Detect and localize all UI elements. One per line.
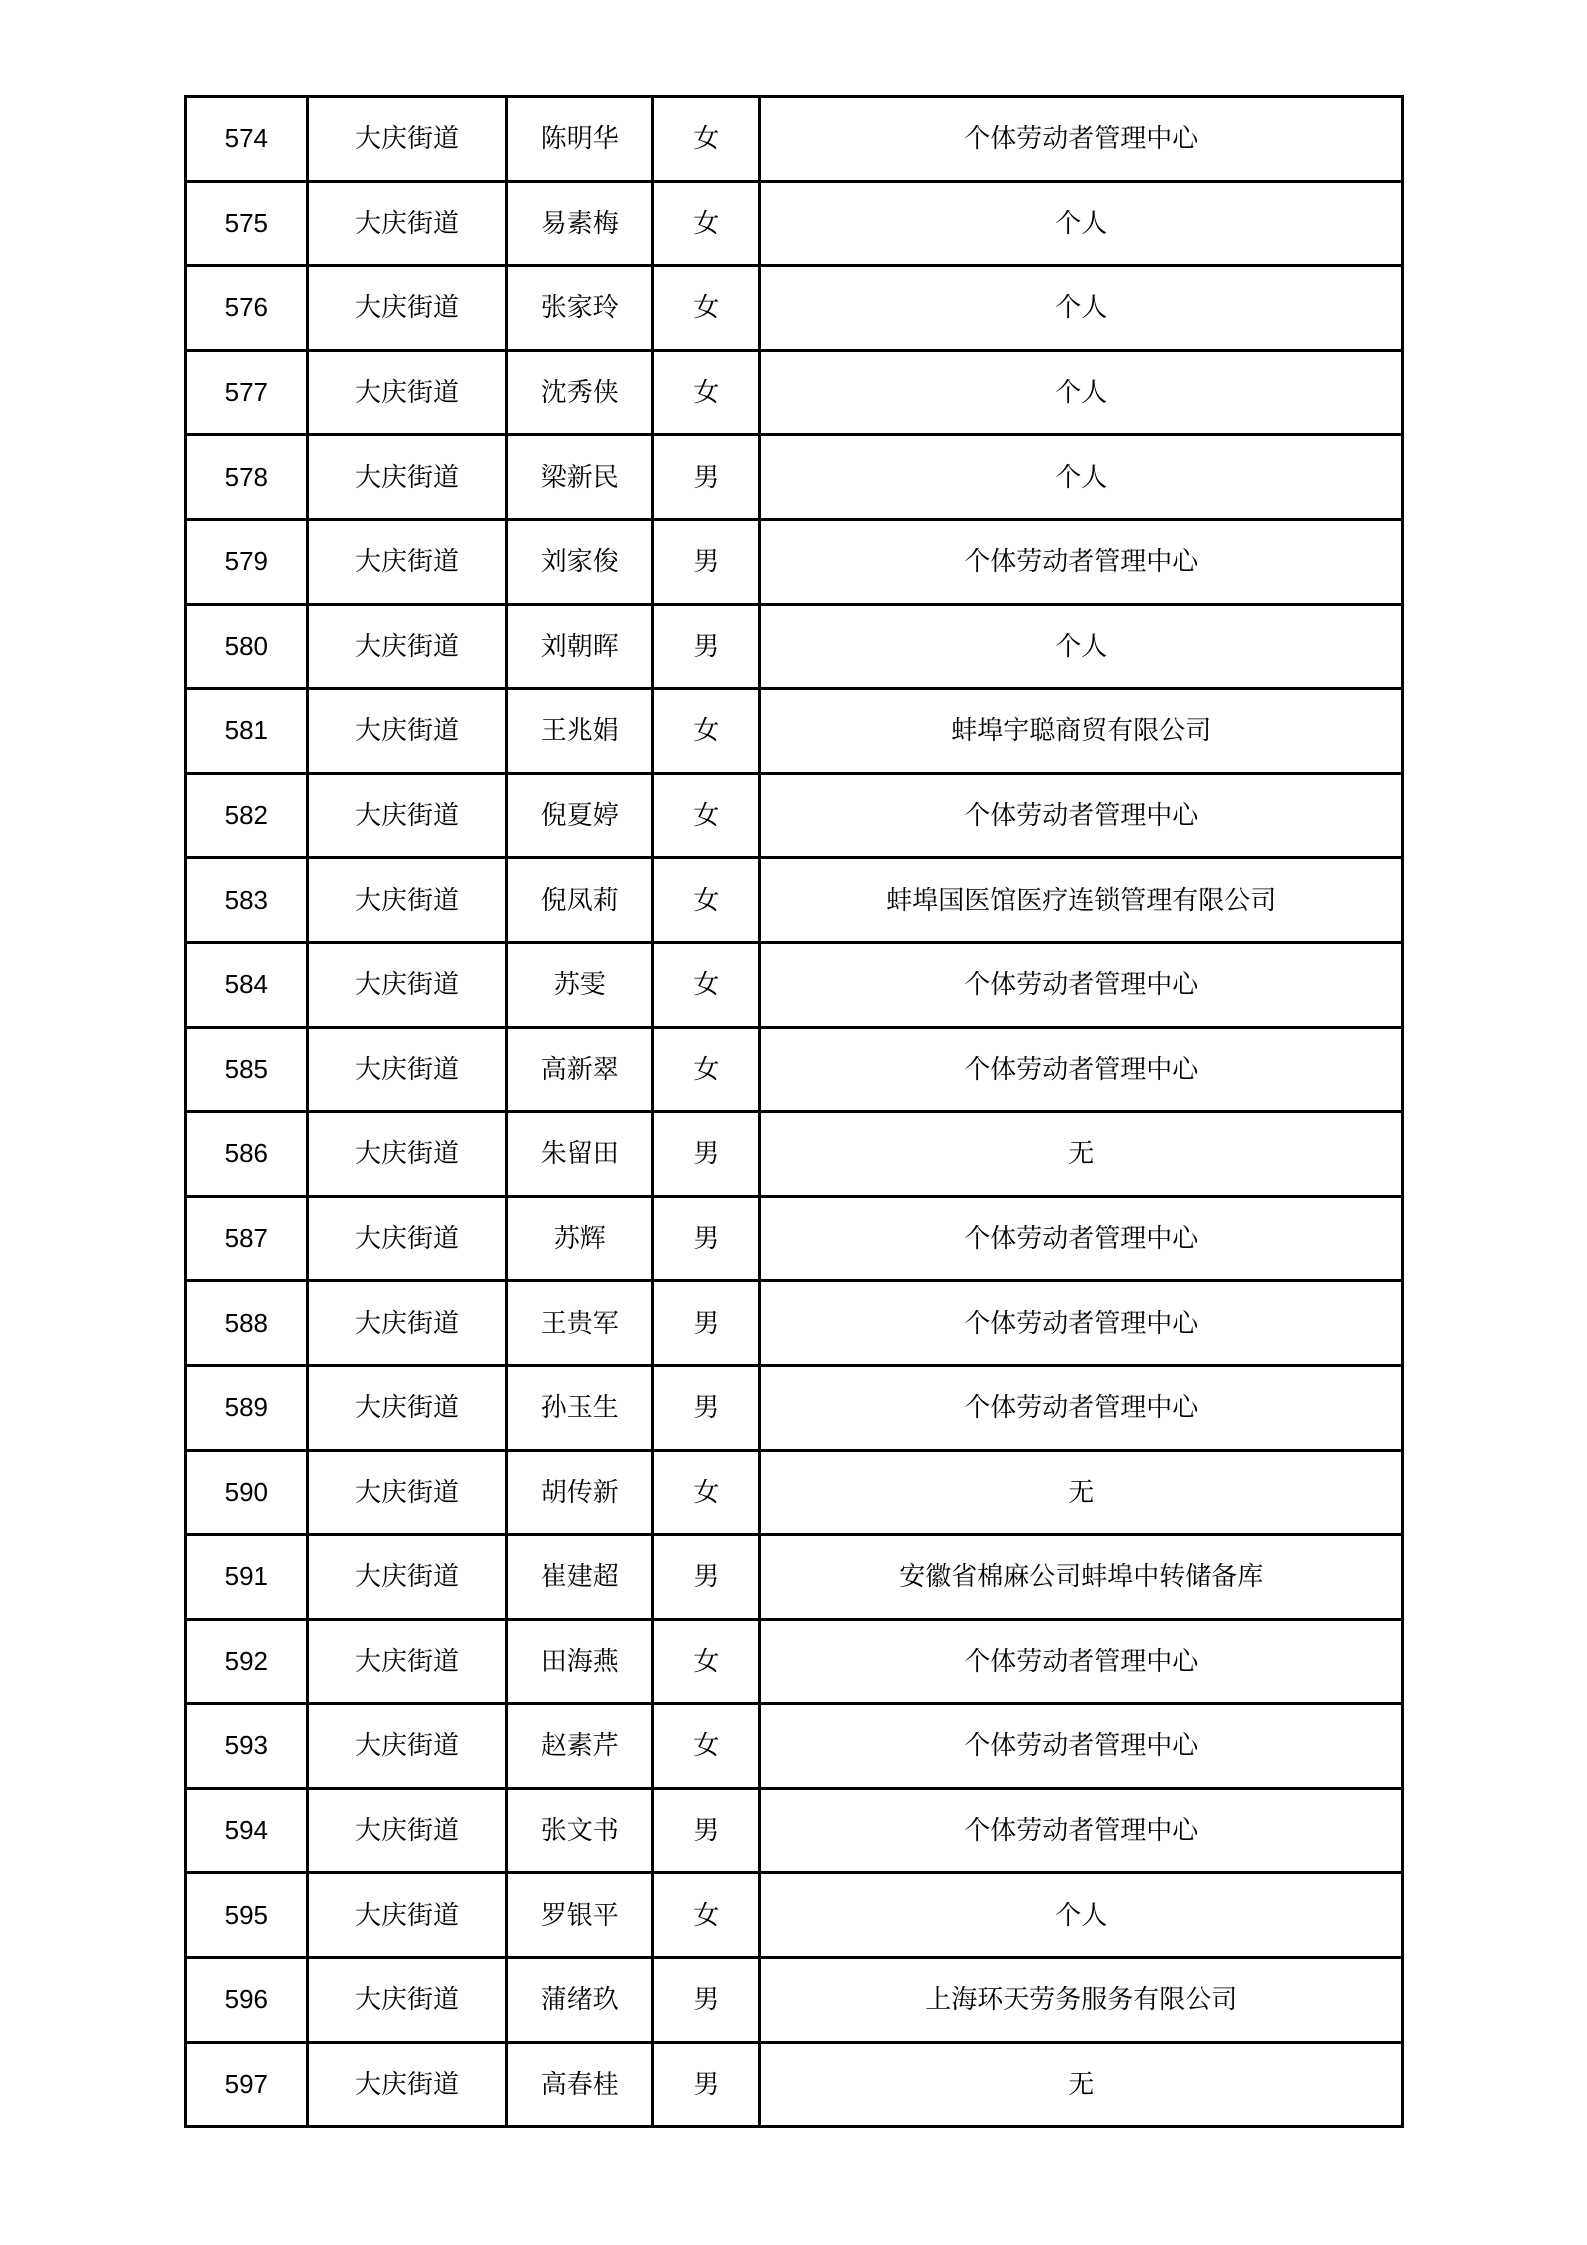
cell-gender: 女 — [653, 689, 760, 774]
table-row — [186, 1027, 1403, 1112]
cell-street: 大庆街道 — [307, 858, 507, 943]
cell-name: 王兆娟 — [507, 689, 653, 774]
cell-name: 孙玉生 — [507, 1365, 653, 1450]
cell-gender: 女 — [653, 266, 760, 351]
cell-index: 586 — [186, 1112, 308, 1197]
cell-name: 蒲绪玖 — [507, 1958, 653, 2043]
cell-gender: 女 — [653, 350, 760, 435]
cell-gender: 女 — [653, 97, 760, 182]
cell-name: 崔建超 — [507, 1535, 653, 1620]
cell-index: 577 — [186, 350, 308, 435]
cell-street: 大庆街道 — [307, 689, 507, 774]
table-row — [186, 1365, 1403, 1450]
cell-index: 594 — [186, 1788, 308, 1873]
cell-unit: 无 — [760, 1112, 1403, 1197]
cell-index: 578 — [186, 435, 308, 520]
cell-name: 张文书 — [507, 1788, 653, 1873]
table-row — [186, 266, 1403, 351]
cell-unit: 个人 — [760, 1873, 1403, 1958]
table-row — [186, 1112, 1403, 1197]
cell-unit: 上海环天劳务服务有限公司 — [760, 1958, 1403, 2043]
cell-street: 大庆街道 — [307, 1535, 507, 1620]
cell-gender: 女 — [653, 1450, 760, 1535]
cell-unit: 蚌埠宇聪商贸有限公司 — [760, 689, 1403, 774]
cell-index: 589 — [186, 1365, 308, 1450]
cell-street: 大庆街道 — [307, 1788, 507, 1873]
table-row — [186, 858, 1403, 943]
cell-gender: 男 — [653, 1112, 760, 1197]
cell-index: 596 — [186, 1958, 308, 2043]
cell-street: 大庆街道 — [307, 1958, 507, 2043]
cell-name: 高新翠 — [507, 1027, 653, 1112]
cell-gender: 女 — [653, 1704, 760, 1789]
cell-name: 苏辉 — [507, 1196, 653, 1281]
table-row — [186, 181, 1403, 266]
cell-unit: 个人 — [760, 181, 1403, 266]
cell-gender: 男 — [653, 1365, 760, 1450]
cell-unit: 个体劳动者管理中心 — [760, 1619, 1403, 1704]
cell-index: 592 — [186, 1619, 308, 1704]
table-row — [186, 2042, 1403, 2127]
cell-street: 大庆街道 — [307, 1450, 507, 1535]
cell-street: 大庆街道 — [307, 1365, 507, 1450]
cell-name: 刘朝晖 — [507, 604, 653, 689]
cell-gender: 男 — [653, 1196, 760, 1281]
cell-gender: 女 — [653, 1027, 760, 1112]
cell-unit: 个体劳动者管理中心 — [760, 942, 1403, 1027]
cell-street: 大庆街道 — [307, 1704, 507, 1789]
cell-name: 苏雯 — [507, 942, 653, 1027]
document-table — [184, 95, 1404, 2128]
cell-unit: 无 — [760, 1450, 1403, 1535]
cell-index: 591 — [186, 1535, 308, 1620]
cell-street: 大庆街道 — [307, 97, 507, 182]
cell-street: 大庆街道 — [307, 435, 507, 520]
cell-unit: 个体劳动者管理中心 — [760, 97, 1403, 182]
cell-name: 沈秀侠 — [507, 350, 653, 435]
cell-street: 大庆街道 — [307, 519, 507, 604]
cell-name: 胡传新 — [507, 1450, 653, 1535]
cell-index: 579 — [186, 519, 308, 604]
cell-gender: 女 — [653, 1619, 760, 1704]
cell-name: 陈明华 — [507, 97, 653, 182]
table-row — [186, 1704, 1403, 1789]
cell-index: 580 — [186, 604, 308, 689]
cell-name: 倪夏婷 — [507, 773, 653, 858]
cell-unit: 个体劳动者管理中心 — [760, 1788, 1403, 1873]
cell-unit: 个体劳动者管理中心 — [760, 1027, 1403, 1112]
cell-street: 大庆街道 — [307, 1873, 507, 1958]
cell-unit: 个人 — [760, 350, 1403, 435]
cell-index: 584 — [186, 942, 308, 1027]
cell-gender: 男 — [653, 1535, 760, 1620]
cell-name: 王贵军 — [507, 1281, 653, 1366]
cell-gender: 男 — [653, 1958, 760, 2043]
cell-gender: 女 — [653, 858, 760, 943]
cell-street: 大庆街道 — [307, 1027, 507, 1112]
cell-unit: 个体劳动者管理中心 — [760, 1196, 1403, 1281]
cell-street: 大庆街道 — [307, 1196, 507, 1281]
cell-index: 585 — [186, 1027, 308, 1112]
cell-gender: 女 — [653, 773, 760, 858]
cell-street: 大庆街道 — [307, 1112, 507, 1197]
cell-name: 倪凤莉 — [507, 858, 653, 943]
cell-street: 大庆街道 — [307, 773, 507, 858]
cell-name: 易素梅 — [507, 181, 653, 266]
cell-street: 大庆街道 — [307, 604, 507, 689]
cell-unit: 安徽省棉麻公司蚌埠中转储备库 — [760, 1535, 1403, 1620]
cell-street: 大庆街道 — [307, 350, 507, 435]
table-row — [186, 942, 1403, 1027]
cell-street: 大庆街道 — [307, 942, 507, 1027]
table-row — [186, 1619, 1403, 1704]
table-row — [186, 1535, 1403, 1620]
cell-gender: 男 — [653, 1281, 760, 1366]
cell-name: 赵素芹 — [507, 1704, 653, 1789]
cell-street: 大庆街道 — [307, 2042, 507, 2127]
cell-gender: 男 — [653, 604, 760, 689]
table-row — [186, 1788, 1403, 1873]
table-row — [186, 773, 1403, 858]
document-table-body — [186, 97, 1403, 2127]
cell-index: 587 — [186, 1196, 308, 1281]
cell-index: 593 — [186, 1704, 308, 1789]
cell-unit: 个体劳动者管理中心 — [760, 773, 1403, 858]
cell-unit: 无 — [760, 2042, 1403, 2127]
cell-index: 581 — [186, 689, 308, 774]
table-row — [186, 350, 1403, 435]
cell-unit: 个体劳动者管理中心 — [760, 1704, 1403, 1789]
cell-name: 刘家俊 — [507, 519, 653, 604]
cell-street: 大庆街道 — [307, 266, 507, 351]
table-row — [186, 1958, 1403, 2043]
cell-unit: 个人 — [760, 266, 1403, 351]
cell-gender: 女 — [653, 942, 760, 1027]
cell-street: 大庆街道 — [307, 1281, 507, 1366]
cell-name: 张家玲 — [507, 266, 653, 351]
cell-unit: 个人 — [760, 604, 1403, 689]
cell-index: 582 — [186, 773, 308, 858]
cell-name: 高春桂 — [507, 2042, 653, 2127]
cell-gender: 女 — [653, 1873, 760, 1958]
table-row — [186, 689, 1403, 774]
cell-street: 大庆街道 — [307, 1619, 507, 1704]
cell-index: 574 — [186, 97, 308, 182]
cell-street: 大庆街道 — [307, 181, 507, 266]
table-row — [186, 1450, 1403, 1535]
cell-index: 575 — [186, 181, 308, 266]
cell-index: 583 — [186, 858, 308, 943]
table-row — [186, 1873, 1403, 1958]
cell-name: 罗银平 — [507, 1873, 653, 1958]
cell-index: 595 — [186, 1873, 308, 1958]
table-row — [186, 435, 1403, 520]
cell-unit: 个体劳动者管理中心 — [760, 519, 1403, 604]
cell-unit: 个体劳动者管理中心 — [760, 1365, 1403, 1450]
cell-gender: 男 — [653, 519, 760, 604]
cell-unit: 个人 — [760, 435, 1403, 520]
cell-name: 朱留田 — [507, 1112, 653, 1197]
cell-unit: 蚌埠国医馆医疗连锁管理有限公司 — [760, 858, 1403, 943]
cell-index: 576 — [186, 266, 308, 351]
cell-gender: 男 — [653, 2042, 760, 2127]
table-row — [186, 1196, 1403, 1281]
cell-gender: 男 — [653, 1788, 760, 1873]
table-row — [186, 519, 1403, 604]
cell-index: 590 — [186, 1450, 308, 1535]
cell-name: 梁新民 — [507, 435, 653, 520]
cell-unit: 个体劳动者管理中心 — [760, 1281, 1403, 1366]
cell-gender: 男 — [653, 435, 760, 520]
cell-index: 597 — [186, 2042, 308, 2127]
cell-gender: 女 — [653, 181, 760, 266]
table-row — [186, 1281, 1403, 1366]
cell-name: 田海燕 — [507, 1619, 653, 1704]
table-row — [186, 604, 1403, 689]
table-row — [186, 97, 1403, 182]
cell-index: 588 — [186, 1281, 308, 1366]
